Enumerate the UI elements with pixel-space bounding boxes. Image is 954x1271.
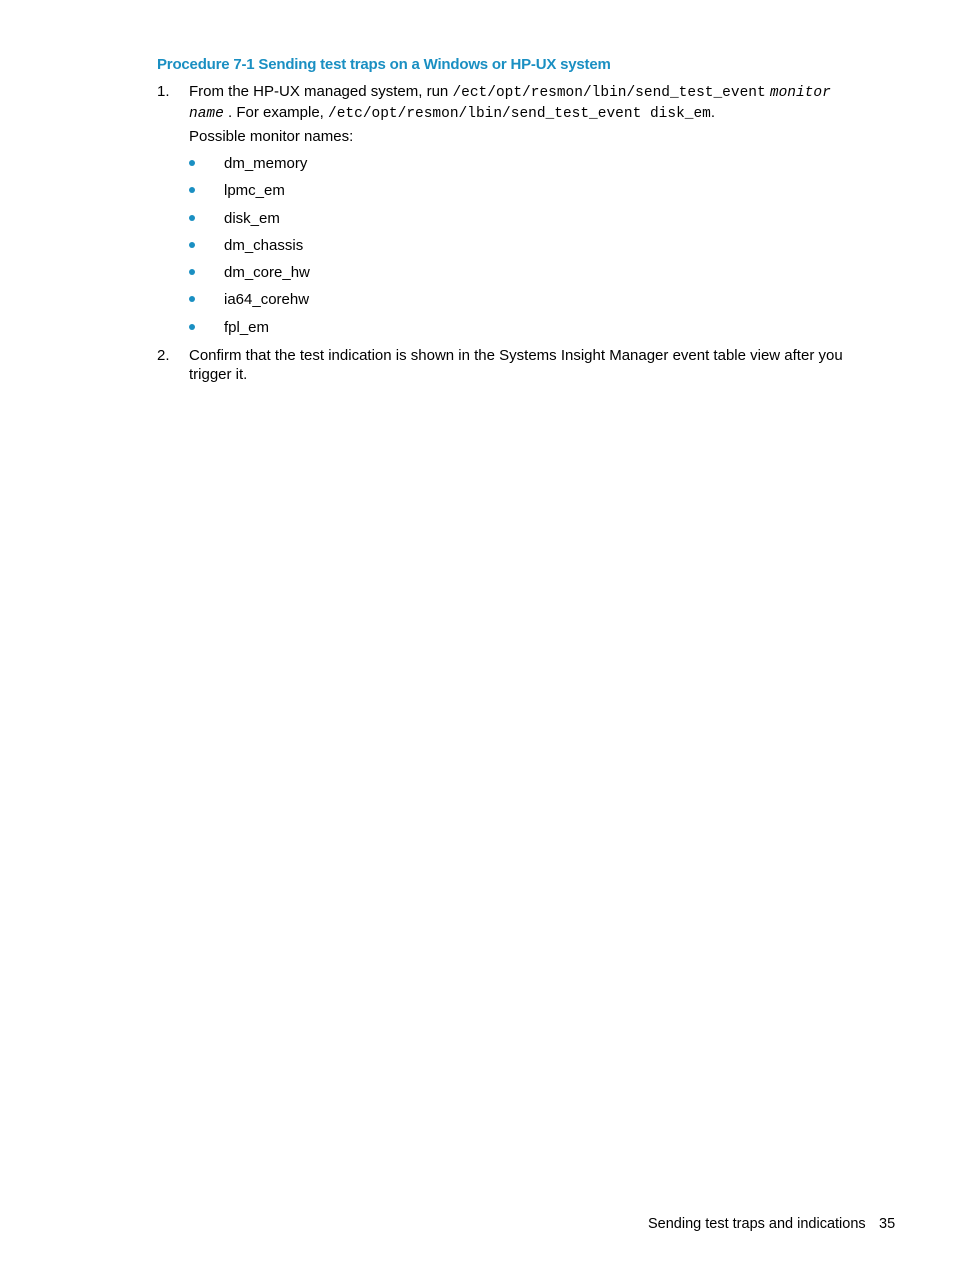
monitor-name: dm_chassis — [224, 236, 304, 254]
monitor-name: lpmc_em — [224, 182, 285, 200]
bullet-icon — [189, 160, 195, 166]
step-1-text-b: . For example, — [223, 104, 329, 121]
bullet-icon — [189, 269, 195, 275]
monitor-name: ia64_corehw — [224, 291, 310, 309]
command-argument-name: name — [189, 106, 224, 122]
step-1-text-a: From the HP-UX managed system, run — [189, 83, 453, 100]
bullet-icon — [189, 324, 195, 330]
command-path: /ect/opt/resmon/lbin/send_test_event — [452, 85, 766, 101]
step-1-text-c: . — [710, 104, 716, 121]
monitor-name: disk_em — [224, 209, 280, 227]
step-1-paragraph — [189, 82, 879, 124]
page-number: 35 — [879, 1216, 896, 1232]
bullet-icon — [189, 215, 195, 221]
monitor-name: dm_memory — [224, 155, 308, 172]
step-number: 2. — [157, 347, 170, 364]
step-body — [189, 82, 879, 124]
monitor-names-label: Possible monitor names: — [189, 128, 354, 145]
footer-section-title: Sending test traps and indications — [648, 1216, 866, 1232]
bullet-icon — [189, 296, 195, 302]
procedure-title: Procedure 7-1 Sending test traps on a Windows or HP-UX system — [157, 56, 611, 73]
command-argument-monitor: monitor — [769, 85, 831, 101]
command-example: /etc/opt/resmon/lbin/send_test_event disk_em — [328, 106, 711, 122]
bullet-icon — [189, 187, 195, 193]
monitor-name: dm_core_hw — [224, 264, 310, 282]
step-body — [189, 346, 879, 384]
step-number: 1. — [157, 83, 170, 100]
step-2-paragraph: Confirm that the test indication is shown in the Systems Insight Manager event table view after you trigger it. — [189, 347, 843, 383]
bullet-icon — [189, 242, 195, 248]
monitor-name: fpl_em — [224, 318, 270, 336]
